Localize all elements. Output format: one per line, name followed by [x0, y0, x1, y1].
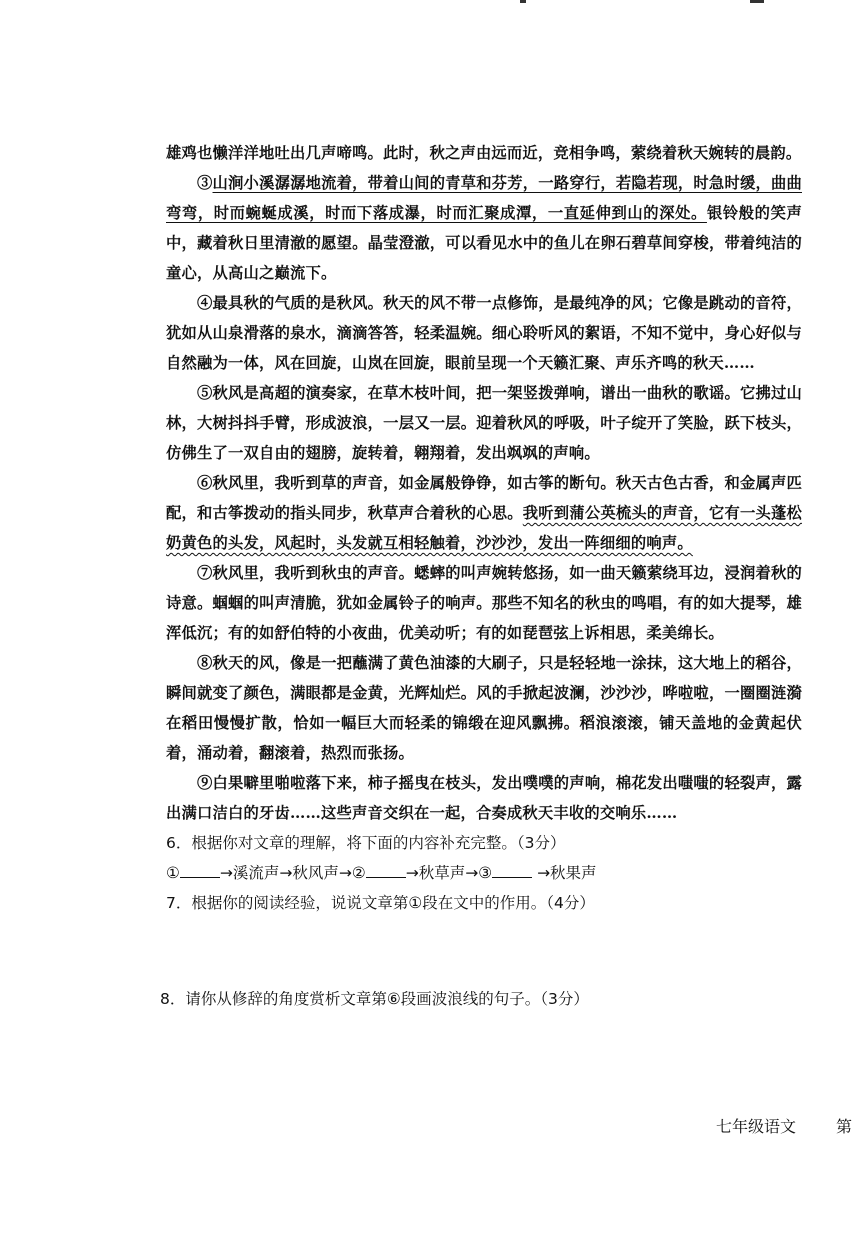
paragraph-continued: 雄鸡也懒洋洋地吐出几声啼鸣。此时，秋之声由远而近，竞相争鸣，萦绕着秋天婉转的晨韵。: [166, 144, 802, 162]
paragraph-8: ⑧秋天的风，像是一把蘸满了黄色油漆的大刷子，只是轻轻地一涂抹，这大地上的稻谷，瞬间就变了颜色，满眼都是金黄，光辉灿烂。风的手掀起波澜，沙沙沙，哗啦啦，一圈圈涟漪在稻田慢慢扩散，恰如一幅巨大而轻柔的锦缎在迎风飘拂。稻浪滚滚，铺天盖地的金黄起伏着，涌动着，翻滚着，热烈而张扬。: [166, 654, 802, 762]
answer-blank-3[interactable]: [492, 863, 532, 878]
passage: [166, 138, 802, 918]
flow-blank-1-label: ①: [166, 864, 180, 882]
paragraph-3-rest: 银铃般的笑声中，藏着秋日里清澈的愿望。晶莹澄澈，可以看见水中的鱼儿在卵石碧草间穿梭，带着纯洁的童心，从高山之巅流下。: [166, 204, 803, 282]
question-7: 7．根据你的阅读经验，说说文章第①段在文中的作用。（4分）: [166, 894, 595, 912]
question-6-flow: [166, 858, 802, 888]
scan-mark: [520, 0, 526, 3]
answer-blank-1[interactable]: [180, 863, 220, 878]
scan-mark: [750, 0, 764, 3]
paragraph-3-number: ③: [197, 174, 213, 192]
wavy-underlined-sentence: 我听到蒲公英梳头的声音，它有一头蓬松奶黄色的头发，风起时，头发就互相轻触着，沙沙沙，发出一阵细细的响声。: [166, 504, 802, 552]
answer-blank-2[interactable]: [366, 863, 406, 878]
flow-segment-1: →溪流声→秋风声→②: [219, 864, 366, 882]
flow-segment-3: →秋果声: [532, 864, 597, 882]
flow-segment-2: →秋草声→③: [405, 864, 493, 882]
paragraph-6-text: ⑥秋风里，我听到草的声音，如金属般铮铮，如古筝的断句。秋天古色古香，和金属声匹配，和古筝拨动的指头同步，秋草声合着秋的心思。: [166, 474, 802, 522]
paragraph-3: [166, 168, 802, 288]
footer-page-label: 第: [836, 1117, 853, 1136]
underlined-sentence: 山涧小溪潺潺地流着，带着山间的青草和芬芳，一路穿行，若隐若现，时急时缓，曲曲弯弯，时而蜿蜒成溪，时而下落成瀑，时而汇聚成潭，一直延伸到山的深处。: [166, 174, 802, 222]
paragraph-9: ⑨白果噼里啪啦落下来，柿子摇曳在枝头，发出噗噗的声响，棉花发出嗤嗤的轻裂声，露出满口洁白的牙齿……这些声音交织在一起，合奏成秋天丰收的交响乐……: [166, 774, 802, 822]
footer-subject: 七年级语文: [716, 1117, 797, 1136]
question-6: 6．根据你对文章的理解，将下面的内容补充完整。（3分）: [166, 834, 566, 852]
question-8: 8．请你从修辞的角度赏析文章第⑥段画波浪线的句子。（3分）: [160, 990, 589, 1008]
paragraph-5: ⑤秋风是高超的演奏家，在草木枝叶间，把一架竖拨弹响，谱出一曲秋的歌谣。它拂过山林，大树抖抖手臂，形成波浪，一层又一层。迎着秋风的呼吸，叶子绽开了笑脸，跃下枝头，仿佛生了一双自由的翅膀，旋转着，翱翔着，发出飒飒的声响。: [166, 384, 802, 462]
paragraph-7: ⑦秋风里，我听到秋虫的声音。蟋蟀的叫声婉转悠扬，如一曲天籁萦绕耳边，浸润着秋的诗意。蝈蝈的叫声清脆，犹如金属铃子的响声。那些不知名的秋虫的鸣唱，有的如大提琴，雄浑低沉；有的如舒伯特的小夜曲，优美动听；有的如琵琶弦上诉相思，柔美绵长。: [166, 564, 802, 642]
paragraph-6: [166, 468, 802, 558]
paragraph-4: ④最具秋的气质的是秋风。秋天的风不带一点修饰，是最纯净的风；它像是跳动的音符，犹如从山泉滑落的泉水，滴滴答答，轻柔温婉。细心聆听风的絮语，不知不觉中，身心好似与自然融为一体，风在回旋，山岚在回旋，眼前呈现一个天籁汇聚、声乐齐鸣的秋天……: [166, 294, 802, 372]
